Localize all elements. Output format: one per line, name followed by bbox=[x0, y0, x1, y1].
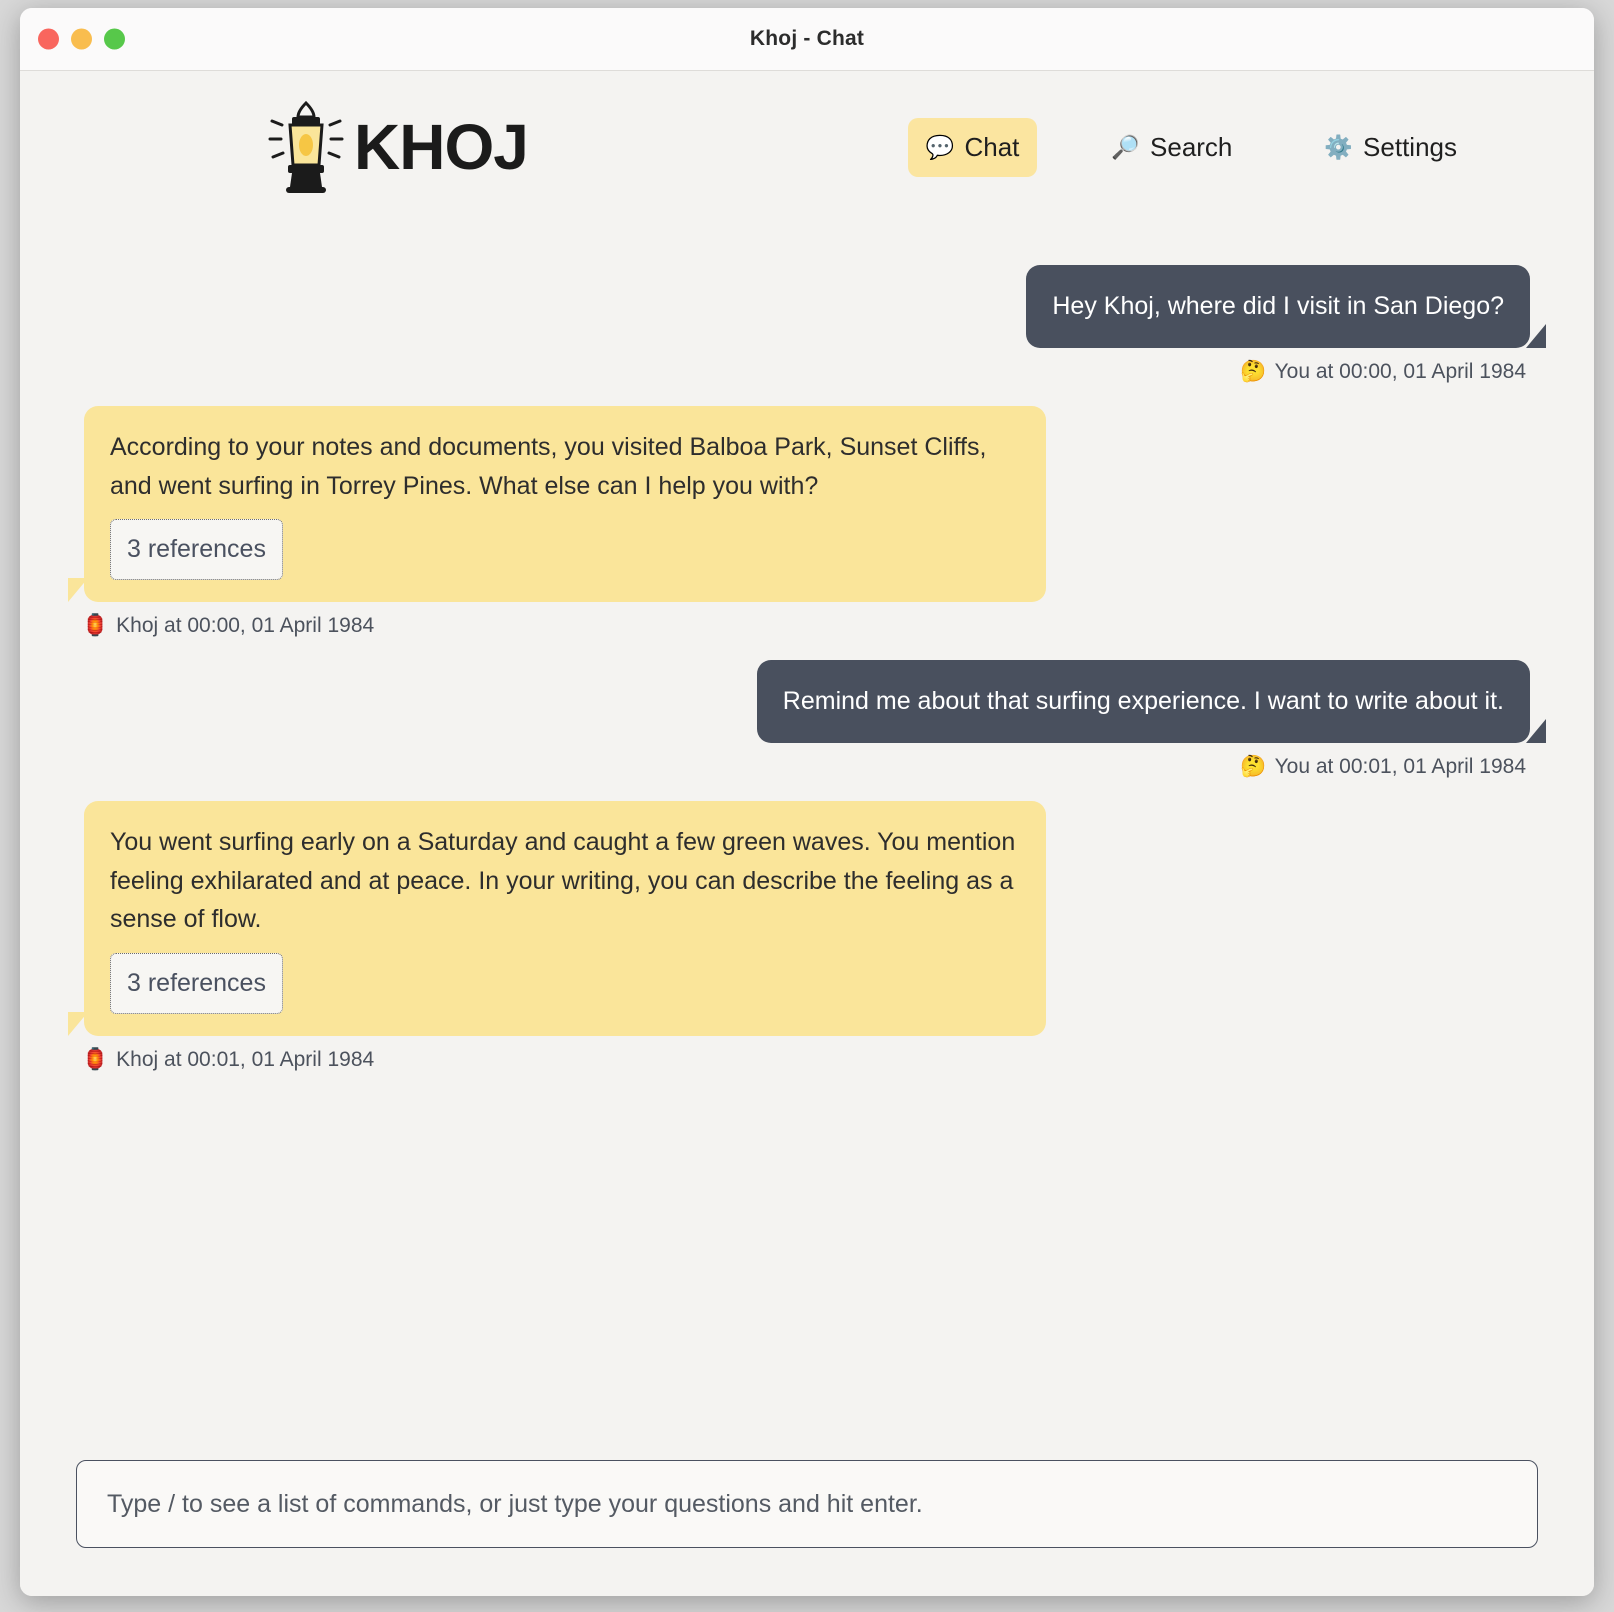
close-window-button[interactable] bbox=[38, 29, 59, 50]
chat-input-area bbox=[20, 1460, 1594, 1596]
nav-item-chat[interactable] bbox=[908, 118, 1038, 177]
maximize-window-button[interactable] bbox=[104, 29, 125, 50]
search-icon: 🔎 bbox=[1111, 133, 1141, 160]
nav-item-settings-label: Settings bbox=[1363, 131, 1457, 162]
chat-icon: 💬 bbox=[925, 133, 955, 160]
chat-message bbox=[76, 660, 1538, 779]
app-logo-text: KHOJ bbox=[354, 111, 528, 183]
thinking-face-icon: 🤔 bbox=[1240, 359, 1267, 383]
message-text: According to your notes and documents, you visited Balboa Park, Sunset Cliffs, and went surfing in Torrey Pines. What else can I help you with? bbox=[110, 432, 987, 500]
thinking-face-icon: 🤔 bbox=[1240, 754, 1267, 778]
chat-message-list bbox=[20, 209, 1594, 1460]
references-button[interactable]: 3 references bbox=[110, 519, 283, 580]
app-content bbox=[20, 71, 1594, 1596]
lantern-icon: 🏮 bbox=[82, 1047, 109, 1071]
minimize-window-button[interactable] bbox=[71, 29, 92, 50]
nav-item-search-label: Search bbox=[1150, 131, 1233, 162]
message-meta-text: You at 00:00, 01 April 1984 bbox=[1274, 359, 1526, 383]
message-meta bbox=[76, 1048, 374, 1072]
message-bubble-user: Remind me about that surfing experience. I want to write about it. bbox=[757, 660, 1530, 743]
message-bubble-user: Hey Khoj, where did I visit in San Diego? bbox=[1026, 265, 1530, 348]
nav-item-settings[interactable] bbox=[1306, 118, 1475, 177]
message-bubble-khoj bbox=[84, 406, 1046, 602]
chat-message bbox=[76, 801, 1538, 1072]
message-meta-text: Khoj at 00:01, 01 April 1984 bbox=[116, 1047, 375, 1071]
message-meta bbox=[76, 614, 374, 638]
message-meta-text: You at 00:01, 01 April 1984 bbox=[1274, 754, 1526, 778]
chat-input[interactable] bbox=[76, 1460, 1538, 1548]
message-meta bbox=[1240, 755, 1538, 779]
main-nav bbox=[908, 118, 1475, 177]
app-logo bbox=[264, 99, 528, 195]
chat-message bbox=[76, 406, 1538, 638]
nav-item-search[interactable] bbox=[1093, 118, 1250, 177]
lantern-icon: 🏮 bbox=[82, 614, 109, 637]
window-title: Khoj - Chat bbox=[749, 27, 865, 50]
lantern-icon bbox=[264, 99, 348, 195]
window-titlebar bbox=[20, 8, 1594, 71]
app-window bbox=[20, 8, 1594, 1596]
nav-item-chat-label: Chat bbox=[964, 131, 1020, 162]
message-bubble-khoj bbox=[84, 801, 1046, 1036]
message-meta-text: Khoj at 00:00, 01 April 1984 bbox=[116, 614, 375, 637]
message-meta bbox=[1240, 360, 1538, 384]
chat-message bbox=[76, 265, 1538, 384]
message-text: You went surfing early on a Saturday and caught a few green waves. You mention feeling exhilarated and at peace. In your writing, you can describe the feeling as a sense of flow. bbox=[110, 827, 1016, 934]
app-header bbox=[20, 71, 1594, 209]
traffic-lights bbox=[38, 29, 125, 50]
gear-icon: ⚙️ bbox=[1324, 133, 1354, 160]
references-button[interactable]: 3 references bbox=[110, 953, 283, 1014]
